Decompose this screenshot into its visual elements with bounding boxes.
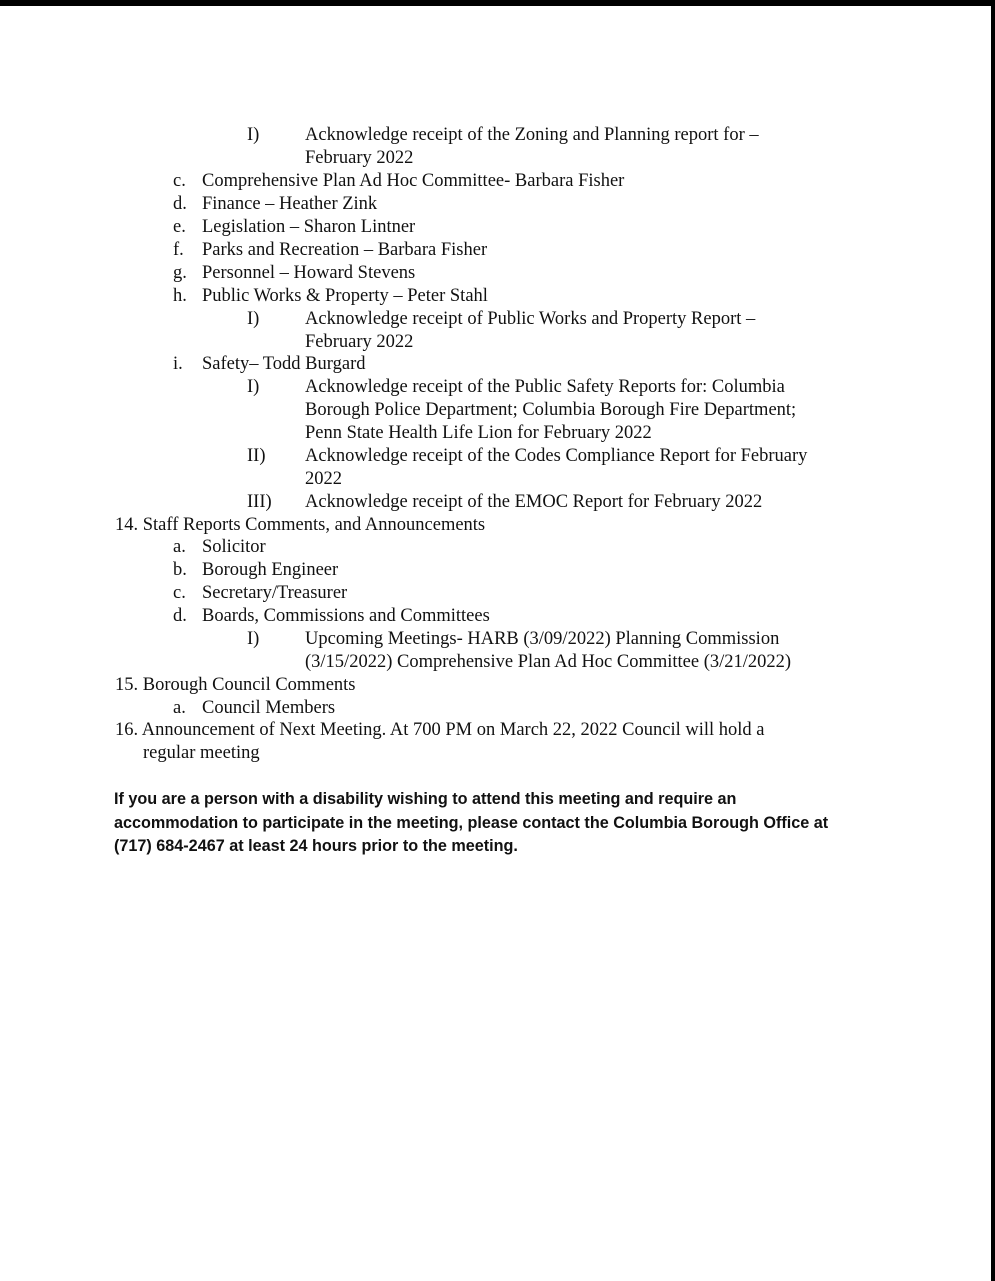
item-text: Parks and Recreation – Barbara Fisher <box>202 240 488 260</box>
section-heading: 15. Borough Council Comments <box>115 675 356 695</box>
section-heading: 14. Staff Reports Comments, and Announcements <box>115 515 486 535</box>
item-numeral: III) <box>247 492 272 512</box>
accessibility-notice <box>114 788 904 859</box>
item-text: February 2022 <box>305 148 414 168</box>
item-text: Legislation – Sharon Lintner <box>202 217 416 237</box>
item-letter: a. <box>173 537 186 557</box>
item-text: (3/15/2022) Comprehensive Plan Ad Hoc Committee (3/21/2022) <box>305 652 792 672</box>
document-page <box>0 6 991 1281</box>
item-text: February 2022 <box>305 332 414 352</box>
item-numeral: I) <box>247 125 260 145</box>
section-heading: 16. Announcement of Next Meeting. At 700 PM on March 22, 2022 Council will hold a <box>115 720 765 740</box>
item-letter: e. <box>173 217 186 237</box>
item-text: Safety– Todd Burgard <box>202 354 366 374</box>
item-numeral: I) <box>247 377 260 397</box>
item-text: Acknowledge receipt of the Codes Compliance Report for February <box>305 446 808 466</box>
item-numeral: II) <box>247 446 266 466</box>
notice-line: If you are a person with a disability wishing to attend this meeting and require an <box>114 790 737 808</box>
item-letter: c. <box>173 171 186 191</box>
item-letter: b. <box>173 560 187 580</box>
item-letter: i. <box>173 354 183 374</box>
item-text: Public Works & Property – Peter Stahl <box>202 286 488 306</box>
item-text: Acknowledge receipt of the EMOC Report for February 2022 <box>305 492 763 512</box>
item-numeral: I) <box>247 309 260 329</box>
item-letter: h. <box>173 286 187 306</box>
item-text: Council Members <box>202 698 336 718</box>
item-letter: d. <box>173 606 187 626</box>
item-text: Personnel – Howard Stevens <box>202 263 416 283</box>
item-text: Upcoming Meetings- HARB (3/09/2022) Planning Commission <box>305 629 780 649</box>
item-text: Comprehensive Plan Ad Hoc Committee- Barbara Fisher <box>202 171 625 191</box>
item-letter: g. <box>173 263 187 283</box>
item-text: Acknowledge receipt of the Zoning and Planning report for – <box>305 125 759 145</box>
notice-line: (717) 684-2467 at least 24 hours prior to the meeting. <box>114 837 518 855</box>
item-text: Borough Engineer <box>202 560 339 580</box>
item-letter: a. <box>173 698 186 718</box>
item-numeral: I) <box>247 629 260 649</box>
item-text: Penn State Health Life Lion for February 2022 <box>305 423 652 443</box>
item-text: Boards, Commissions and Committees <box>202 606 490 626</box>
item-text: 2022 <box>305 469 342 489</box>
notice-line: accommodation to participate in the meeting, please contact the Columbia Borough Office at <box>114 813 829 832</box>
item-text: Solicitor <box>202 537 266 557</box>
item-text: Acknowledge receipt of Public Works and Property Report – <box>305 309 756 329</box>
item-letter: d. <box>173 194 187 214</box>
item-text: Acknowledge receipt of the Public Safety Reports for: Columbia <box>305 377 785 397</box>
item-text: Secretary/Treasurer <box>202 583 348 603</box>
item-letter: f. <box>173 240 184 260</box>
item-text: regular meeting <box>143 743 260 763</box>
item-text: Borough Police Department; Columbia Borough Fire Department; <box>305 400 797 420</box>
item-text: Finance – Heather Zink <box>202 194 378 214</box>
item-letter: c. <box>173 583 186 603</box>
